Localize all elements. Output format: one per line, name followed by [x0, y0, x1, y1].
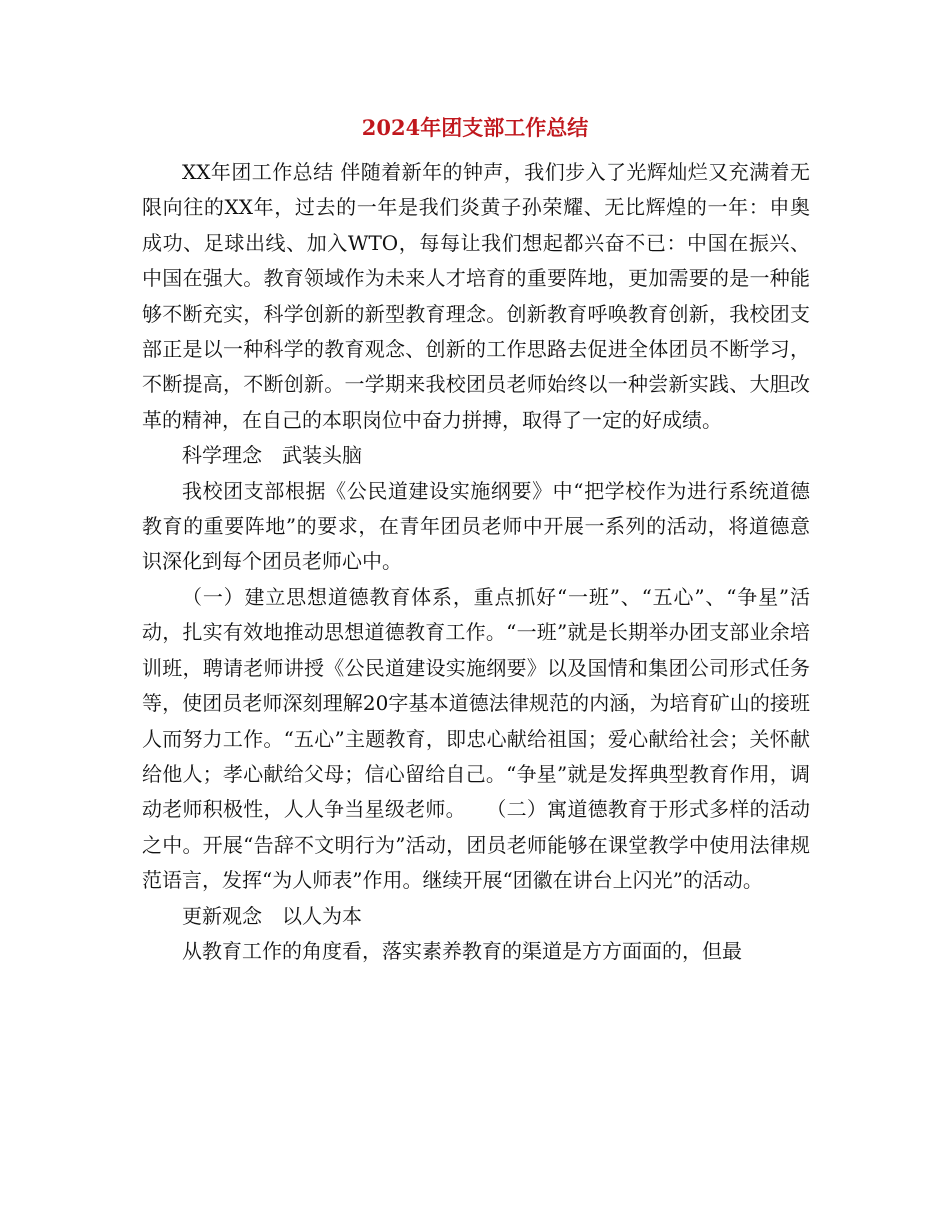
document-body [142, 155, 810, 969]
section-heading-people: 更新观念 以人为本 [182, 903, 362, 928]
document-title: 2024年团支部工作总结 [361, 115, 589, 140]
paragraph-moral-education: 我校团支部根据《公民道建设实施纲要》中“把学校作为进行系统道德教育的重要阵地”的要求，在青年团员老师中开展一系列的活动，将道德意识深化到每个团员老师心中。 [142, 478, 810, 574]
paragraph-quality-education: 从教育工作的角度看，落实素养教育的渠道是方方面面的，但最 [182, 938, 742, 963]
section-heading-science: 科学理念 武装头脑 [182, 443, 362, 468]
paragraph-intro: XX年团工作总结 伴随着新年的钟声，我们步入了光辉灿烂又充满着无限向往的XX年，过去的一年是我们炎黄子孙荣耀、无比辉煌的一年：申奥成功、足球出线、加入WTO，每每让我们想起都兴奋不已：中国在振兴、中国在强大。教育领域作为未来人才培育的重要阵地，更加需要的是一种能够不断充实，科学创新的新型教育理念。创新教育呼唤教育创新，我校团支部正是以一种科学的教育观念、创新的工作思路去促进全体团员不断学习，不断提高，不断创新。一学期来我校团员老师始终以一种尝新实践、大胆改革的精神，在自己的本职岗位中奋力拼搏，取得了一定的好成绩。 [142, 160, 810, 432]
paragraph-activities: （一）建立思想道德教育体系，重点抓好“一班”、“五心”、“争星”活动，扎实有效地推动思想道德教育工作。“一班”就是长期举办团支部业余培训班，聘请老师讲授《公民道建设实施纲要》以及国情和集团公司形式任务等，使团员老师深刻理解20字基本道德法律规范的内涵，为培育矿山的接班人而努力工作。“五心”主题教育，即忠心献给祖国；爱心献给社会；关怀献给他人；孝心献给父母；信心留给自己。“争星”就是发挥典型教育作用，调动老师积极性，人人争当星级老师。 （二）寓道德教育于形式多样的活动之中。开展“告辞不文明行为”活动，团员老师能够在课堂教学中使用法律规范语言，发挥“为人师表”作用。继续开展“团徽在讲台上闪光”的活动。 [142, 584, 810, 893]
